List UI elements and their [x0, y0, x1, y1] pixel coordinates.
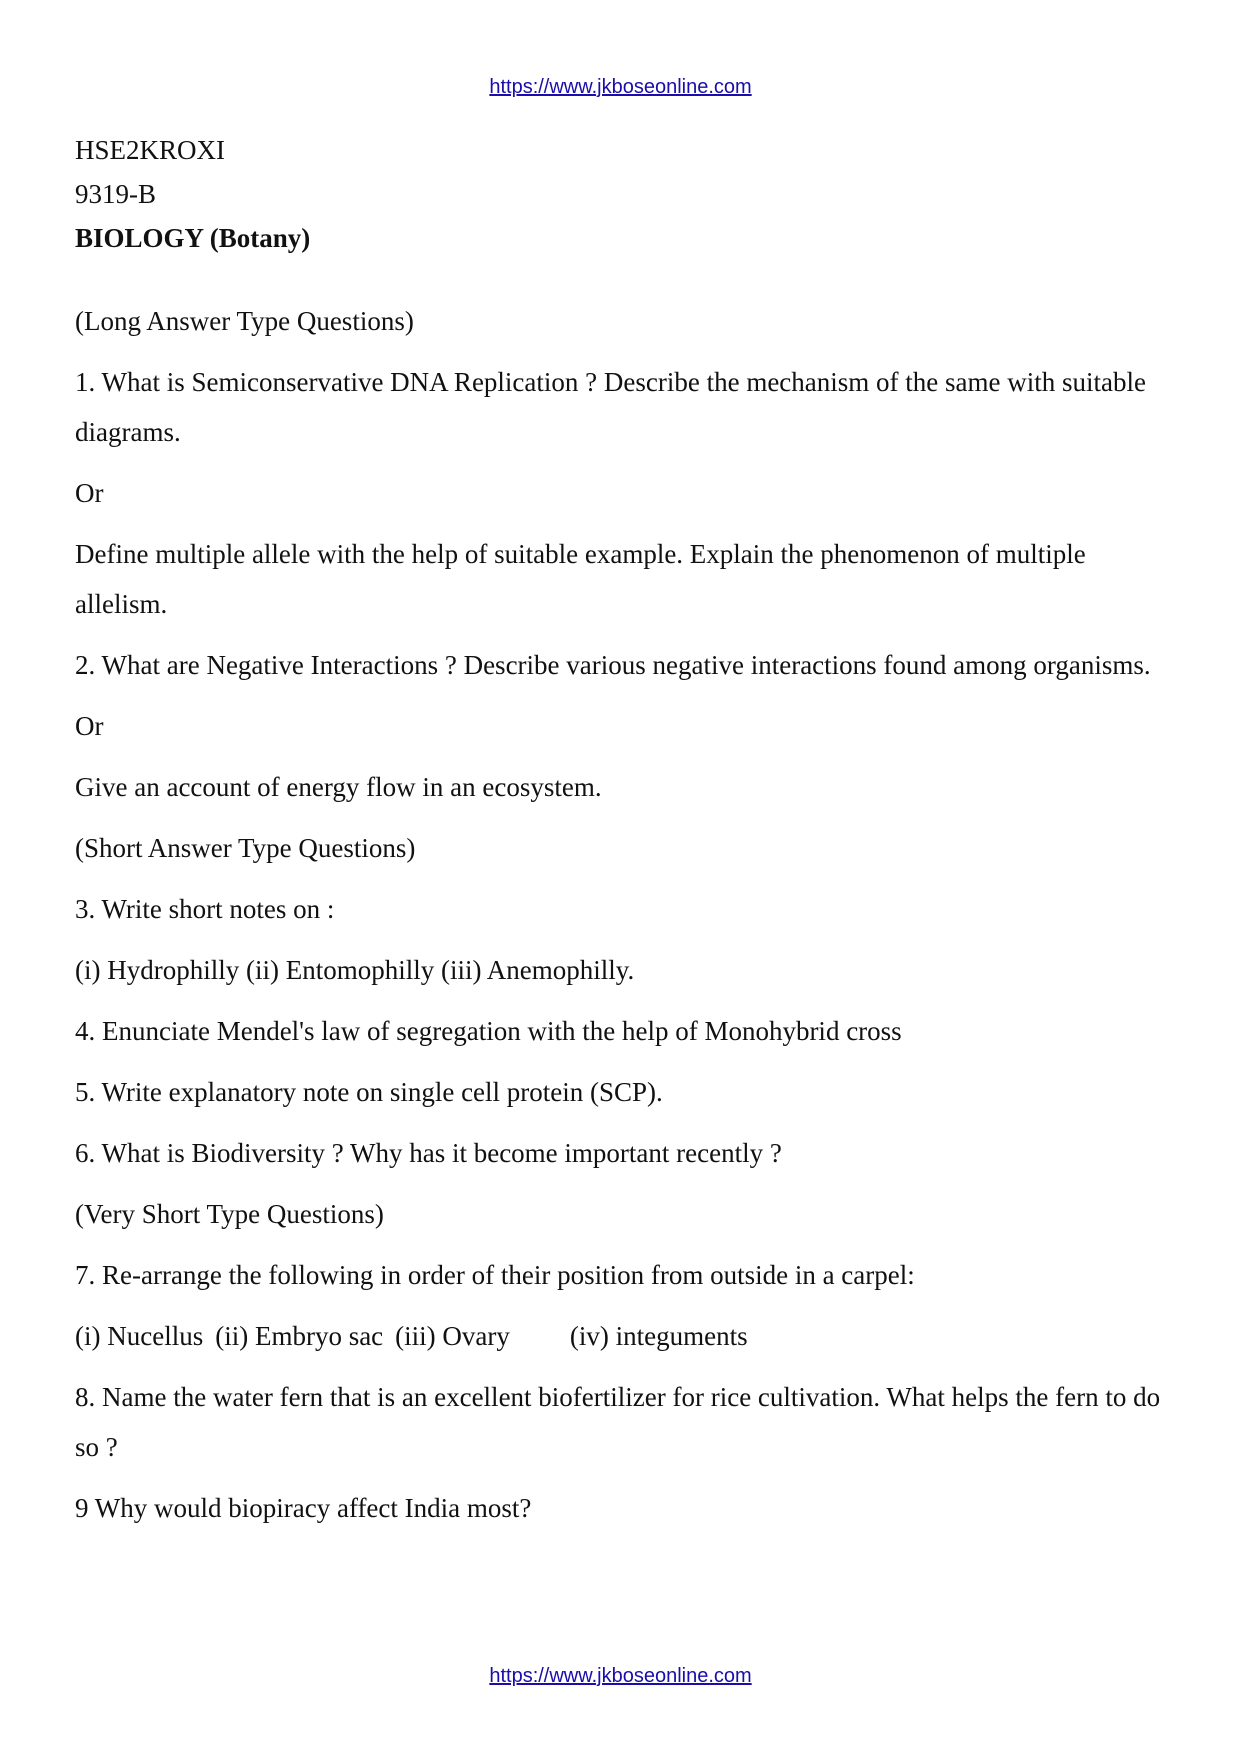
- option-ii: (ii) Embryo sac: [215, 1321, 384, 1351]
- question-8: 8. Name the water fern that is an excellent biofertilizer for rice cultivation. What helps the fern to do so ?: [75, 1382, 1161, 1462]
- question-9: 9 Why would biopiracy affect India most?: [75, 1493, 532, 1523]
- paper-subject: BIOLOGY (Botany): [75, 223, 311, 253]
- option-iv: (iv) integuments: [569, 1321, 748, 1351]
- question-7: 7. Re-arrange the following in order of their position from outside in a carpel:: [75, 1260, 915, 1290]
- or-divider-1: Or: [75, 478, 104, 508]
- question-2: 2. What are Negative Interactions ? Describe various negative interactions found among organisms.: [75, 650, 1151, 680]
- question-6: 6. What is Biodiversity ? Why has it become important recently ?: [75, 1138, 782, 1168]
- paper-code: HSE2KROXI: [75, 135, 226, 165]
- section-short-heading: (Short Answer Type Questions): [75, 833, 416, 863]
- question-5: 5. Write explanatory note on single cell protein (SCP).: [75, 1077, 663, 1107]
- question-paper-body: [75, 296, 1170, 1544]
- header-link[interactable]: https://www.jkboseonline.com: [489, 76, 752, 98]
- question-2-alternative: Give an account of energy flow in an ecosystem.: [75, 772, 602, 802]
- question-1: 1. What is Semiconservative DNA Replication ? Describe the mechanism of the same with suitable diagrams.: [75, 367, 1146, 447]
- question-7-options: [75, 1311, 1170, 1361]
- section-long-heading: (Long Answer Type Questions): [75, 306, 414, 336]
- question-4: 4. Enunciate Mendel's law of segregation with the help of Monohybrid cross: [75, 1016, 902, 1046]
- option-iii: (iii) Ovary: [395, 1321, 510, 1351]
- question-3-parts: (i) Hydrophilly (ii) Entomophilly (iii) Anemophilly.: [75, 955, 635, 985]
- option-i: (i) Nucellus: [75, 1321, 204, 1351]
- question-1-alternative: Define multiple allele with the help of suitable example. Explain the phenomenon of multiple allelism.: [75, 539, 1086, 619]
- question-3: 3. Write short notes on :: [75, 894, 335, 924]
- paper-header: [75, 128, 310, 260]
- or-divider-2: Or: [75, 711, 104, 741]
- footer-link[interactable]: https://www.jkboseonline.com: [489, 1665, 752, 1687]
- section-very-short-heading: (Very Short Type Questions): [75, 1199, 384, 1229]
- paper-set: 9319-B: [75, 179, 156, 209]
